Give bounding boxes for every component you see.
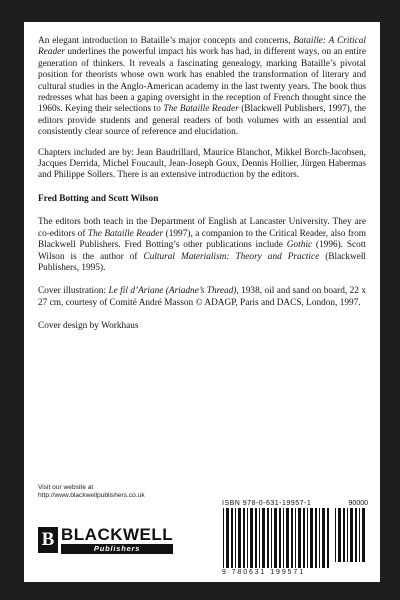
cover-design-credit: Cover design by Workhaus — [38, 321, 139, 332]
chapters-paragraph: Chapters included are by: Jean Baudrillard, Maurice Blanchot, Mikkel Borch-Jacobsen, Jacques Derrida, Michel Foucault, Jean-Joseph Goux, Dennis Hollier, Jürgen Habermas and Philippe Sollers. There is an extensive introduction by the editors. — [38, 147, 366, 181]
publisher-name: BLACKWELL — [61, 525, 174, 544]
reader-title: The Bataille Reader — [163, 104, 239, 115]
editors-paragraph: The editors both teach in the Department of English at Lancaster University. They are co-editors of The Bataille Reader (1997), a companion to the Critical Reader, also from Blackwell Publishers. Fred Botting’s other publications include Gothic (1996). Scott Wilson is the author of Cultural Materialism: Theory and Practice (Blackwell Publishers, 1995). — [38, 217, 366, 273]
publisher-logo-icon: B — [38, 527, 58, 553]
editors-heading: Fred Botting and Scott Wilson — [38, 193, 159, 204]
publisher-subtitle: Publishers — [61, 544, 173, 554]
isbn-barcode — [222, 508, 330, 568]
isbn-addon-number: 90000 — [348, 500, 368, 507]
intro-paragraph: An elegant introduction to Bataille’s major concepts and concerns, Bataille: A Critical Reader underlines the powerful impact his work has had, in different ways, on an entire generation of thinkers. It reveals a fascinating genealogy, marking Bataille’s pivotal position for theorists whose own work has enabled the transformation of literary and cultural studies in the Anglo-American academy in the last twenty years. The book thus redresses what has been a gaping oversight in the reception of French thought since the 1960s. Keying their selections to The Bataille Reader (Blackwell Publishers, 1997), the editors provide students and general readers of both volumes with an essential and consistently clear source of reference and elucidation. — [38, 36, 366, 138]
back-cover-panel — [24, 22, 380, 582]
isbn-label: ISBN 978-0-631-19957-1 — [222, 500, 312, 507]
website-url[interactable]: http://www.blackwellpublishers.co.uk — [38, 492, 145, 500]
website-label: Visit our website at — [38, 484, 94, 491]
isbn-digits: 9 780631 199571 — [222, 569, 305, 576]
cover-illustration-credit: Cover illustration: Le fil d’Ariane (Ariadne’s Thread), 1938, oil and sand on board, 22 x 27 cm, courtesy of Comité André Masson © ADAGP, Paris and DACS, London, 1997. — [38, 286, 367, 308]
website-note — [38, 484, 145, 500]
publisher-logo — [38, 526, 173, 554]
isbn-barcode-block — [222, 500, 368, 576]
book-title: Bataille: A Critical Reader — [38, 36, 366, 58]
addon-barcode — [334, 508, 368, 568]
